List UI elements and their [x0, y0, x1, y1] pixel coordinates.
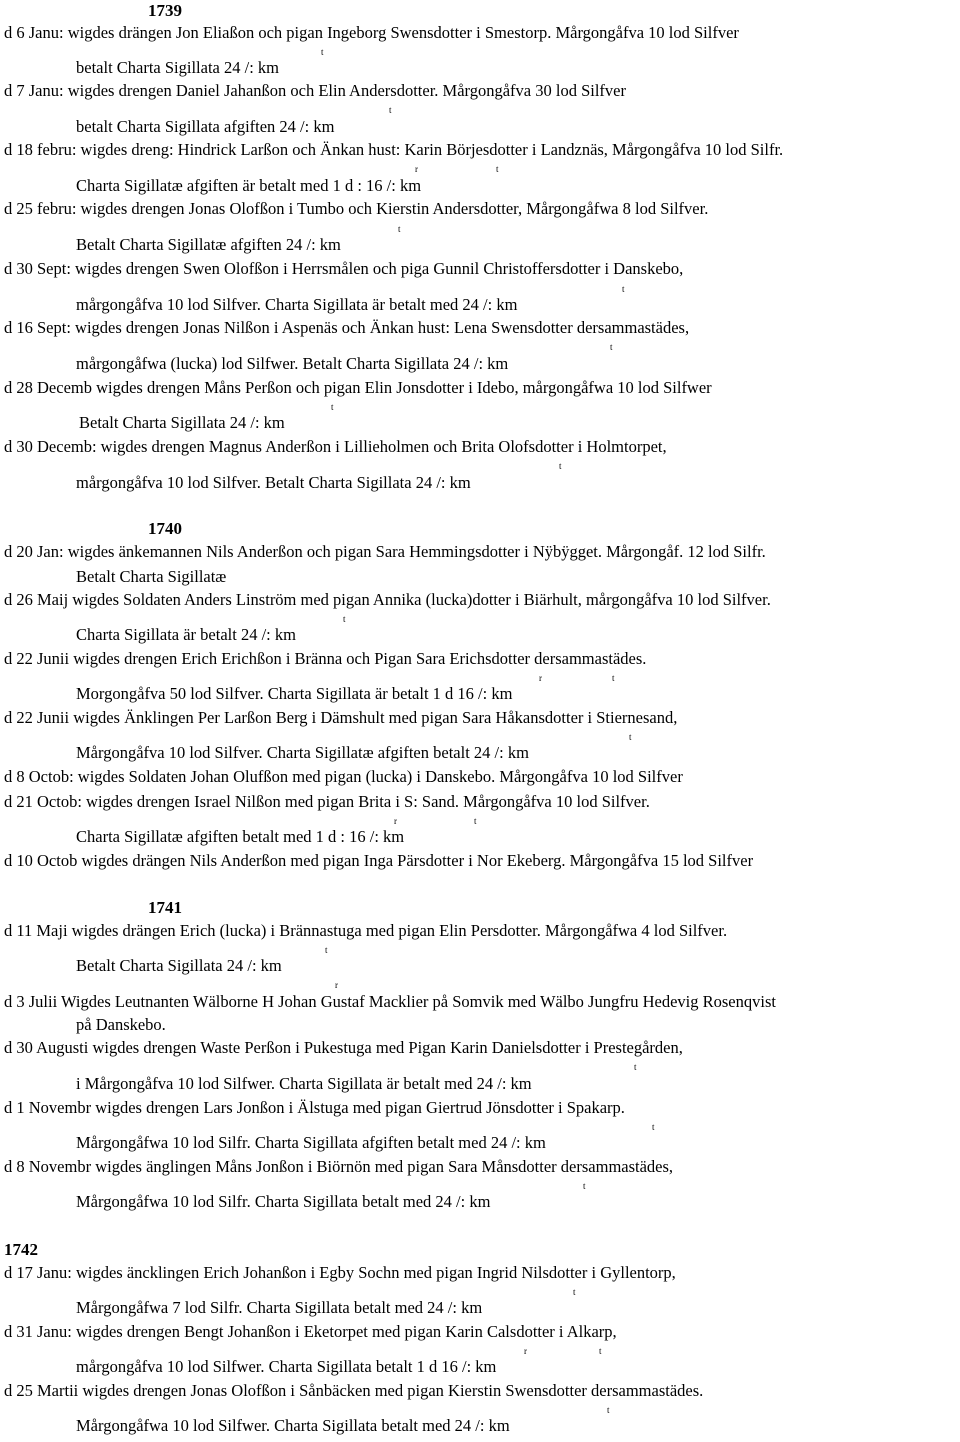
superscript-mark: t: [583, 1181, 586, 1191]
record-line: d 17 Janu: wigdes äncklingen Erich Johanßon i Egby Sochn med pigan Ingrid Nilsdotter i Gyllentorp,: [4, 1263, 676, 1282]
superscript-mark: t: [343, 614, 346, 624]
record-note-line: mårgongåfva 10 lod Silfver. Betalt Charta Sigillata 24 /: km: [76, 473, 471, 492]
record-line: d 30 Augusti wigdes drengen Waste Perßon i Pukestuga med Pigan Karin Danielsdotter i Prestegården,: [4, 1038, 683, 1057]
record-note-line: Mårgongåfwa 10 lod Silfwer. Charta Sigillata betalt med 24 /: km: [76, 1416, 510, 1435]
record-note-line: Mårgongåfwa 10 lod Silfr. Charta Sigillata afgiften betalt med 24 /: km: [76, 1133, 546, 1152]
superscript-mark: t: [331, 402, 334, 412]
superscript-mark: r: [335, 980, 338, 990]
superscript-mark: t: [634, 1062, 637, 1072]
superscript-mark: t: [325, 945, 328, 955]
record-line: d 26 Maij wigdes Soldaten Anders Linström med pigan Annika (lucka)dotter i Biärhult, mårgongåfva 10 lod Silfver.: [4, 590, 771, 609]
record-line: d 20 Jan: wigdes änkemannen Nils Anderßon och pigan Sara Hemmingsdotter i Nÿbÿgget. Mårgongåf. 12 lod Silfr.: [4, 542, 766, 561]
record-note-line: Charta Sigillatæ afgiften är betalt med 1 d : 16 /: km: [76, 176, 422, 195]
superscript-mark: r: [524, 1346, 527, 1356]
record-note-line: Betalt Charta Sigillata 24 /: km: [76, 956, 282, 975]
superscript-mark: r: [394, 816, 397, 826]
record-note-line: på Danskebo.: [76, 1015, 166, 1034]
record-note-line: Mårgongåfwa 10 lod Silfr. Charta Sigillata betalt med 24 /: km: [76, 1192, 491, 1211]
superscript-mark: t: [559, 461, 562, 471]
record-note-line: Betalt Charta Sigillata 24 /: km: [79, 413, 285, 432]
record-note-line: Mårgongåfva 10 lod Silfver. Charta Sigillatæ afgiften betalt 24 /: km: [76, 743, 529, 762]
record-line: d 1 Novembr wigdes drengen Lars Jonßon i Älstuga med pigan Giertrud Jönsdotter i Spakarp.: [4, 1098, 625, 1117]
record-line: d 8 Octob: wigdes Soldaten Johan Olufßon med pigan (lucka) i Danskebo. Mårgongåfva 10 lod Silfver: [4, 767, 683, 786]
superscript-mark: t: [599, 1346, 602, 1356]
superscript-mark: t: [610, 342, 613, 352]
record-line: d 7 Janu: wigdes drengen Daniel Jahanßon och Elin Andersdotter. Mårgongåfva 30 lod Silfver: [4, 81, 626, 100]
superscript-mark: t: [496, 164, 499, 174]
year-heading-1740: 1740: [148, 519, 182, 538]
superscript-mark: r: [415, 164, 418, 174]
superscript-mark: t: [321, 47, 324, 57]
record-line: d 11 Maji wigdes drängen Erich (lucka) i Brännastuga med pigan Elin Persdotter. Mårgongåfwa 4 lod Silfver.: [4, 921, 728, 940]
record-note-line: i Mårgongåfva 10 lod Silfwer. Charta Sigillata är betalt med 24 /: km: [76, 1074, 532, 1093]
record-line: d 21 Octob: wigdes drengen Israel Nilßon med pigan Brita i S: Sand. Mårgongåfva 10 lod Silfver.: [4, 792, 650, 811]
record-line: d 25 Martii wigdes drengen Jonas Olofßon i Sånbäcken med pigan Kierstin Swensdotter dersammastädes.: [4, 1381, 704, 1400]
year-heading-1742: 1742: [4, 1240, 38, 1259]
superscript-mark: t: [398, 224, 401, 234]
record-line: d 30 Decemb: wigdes drengen Magnus Anderßon i Lillieholmen och Brita Olofsdotter i Holmtorpet,: [4, 437, 667, 456]
record-note-line: betalt Charta Sigillata afgiften 24 /: km: [76, 117, 335, 136]
year-heading-1741: 1741: [148, 898, 182, 917]
record-note-line: Charta Sigillata är betalt 24 /: km: [76, 625, 296, 644]
superscript-mark: t: [389, 105, 392, 115]
record-line: d 31 Janu: wigdes drengen Bengt Johanßon i Eketorpet med pigan Karin Calsdotter i Alkarp,: [4, 1322, 617, 1341]
record-note-line: Mårgongåfwa 7 lod Silfr. Charta Sigillata betalt med 24 /: km: [76, 1298, 483, 1317]
record-note-line: mårgongåfva 10 lod Silfwer. Charta Sigillata betalt 1 d 16 /: km: [76, 1357, 497, 1376]
record-note-line: Betalt Charta Sigillatæ afgiften 24 /: km: [76, 235, 341, 254]
record-line: d 3 Julii Wigdes Leutnanten Wälborne H Johan Gustaf Macklier på Somvik med Wälbo Jungfru Hedevig Rosenqvist: [4, 992, 776, 1011]
record-note-line: mårgongåfva 10 lod Silfver. Charta Sigillata är betalt med 24 /: km: [76, 295, 518, 314]
record-note-line: betalt Charta Sigillata 24 /: km: [76, 58, 280, 77]
record-note-line: Charta Sigillatæ afgiften betalt med 1 d : 16 /: km: [76, 827, 405, 846]
superscript-mark: t: [629, 732, 632, 742]
record-line: d 16 Sept: wigdes drengen Jonas Nilßon i Aspenäs och Änkan hust: Lena Swensdotter dersammastädes,: [4, 318, 690, 337]
record-line: d 30 Sept: wigdes drengen Swen Olofßon i Herrsmålen och piga Gunnil Christoffersdotter i Danskebo,: [4, 259, 684, 278]
record-line: d 22 Junii wigdes drengen Erich Erichßon i Bränna och Pigan Sara Erichsdotter dersammastädes.: [4, 649, 647, 668]
record-line: d 8 Novembr wigdes änglingen Måns Jonßon i Biörnön med pigan Sara Månsdotter dersammastädes,: [4, 1157, 674, 1176]
record-line: d 25 febru: wigdes drengen Jonas Olofßon i Tumbo och Kierstin Andersdotter, Mårgongåfwa 8 lod Silfver.: [4, 199, 709, 218]
record-note-line: mårgongåfwa (lucka) lod Silfwer. Betalt Charta Sigillata 24 /: km: [76, 354, 509, 373]
superscript-mark: t: [622, 284, 625, 294]
record-line: d 22 Junii wigdes Änklingen Per Larßon Berg i Dämshult med pigan Sara Håkansdotter i Stiernesand,: [4, 708, 678, 727]
year-heading-1739: 1739: [148, 1, 182, 20]
record-line: d 6 Janu: wigdes drängen Jon Eliaßon och pigan Ingeborg Swensdotter i Smestorp. Mårgongåfva 10 lod Silfver: [4, 23, 739, 42]
superscript-mark: t: [612, 673, 615, 683]
record-line: d 18 febru: wigdes dreng: Hindrick Larßon och Änkan hust: Karin Börjesdotter i Landznäs, Mårgongåfva 10 lod Silfr.: [4, 140, 784, 159]
superscript-mark: t: [652, 1122, 655, 1132]
record-line: d 10 Octob wigdes drängen Nils Anderßon med pigan Inga Pärsdotter i Nor Ekeberg. Mårgongåfva 15 lod Silfver: [4, 851, 754, 870]
superscript-mark: t: [474, 816, 477, 826]
record-line: d 28 Decemb wigdes drengen Måns Perßon och pigan Elin Jonsdotter i Idebo, mårgongåfwa 10 lod Silfwer: [4, 378, 712, 397]
superscript-mark: t: [573, 1287, 576, 1297]
record-note-line: Betalt Charta Sigillatæ: [76, 567, 227, 586]
superscript-mark: r: [539, 673, 542, 683]
superscript-mark: t: [607, 1405, 610, 1415]
record-note-line: Morgongåfva 50 lod Silfver. Charta Sigillata är betalt 1 d 16 /: km: [76, 684, 513, 703]
